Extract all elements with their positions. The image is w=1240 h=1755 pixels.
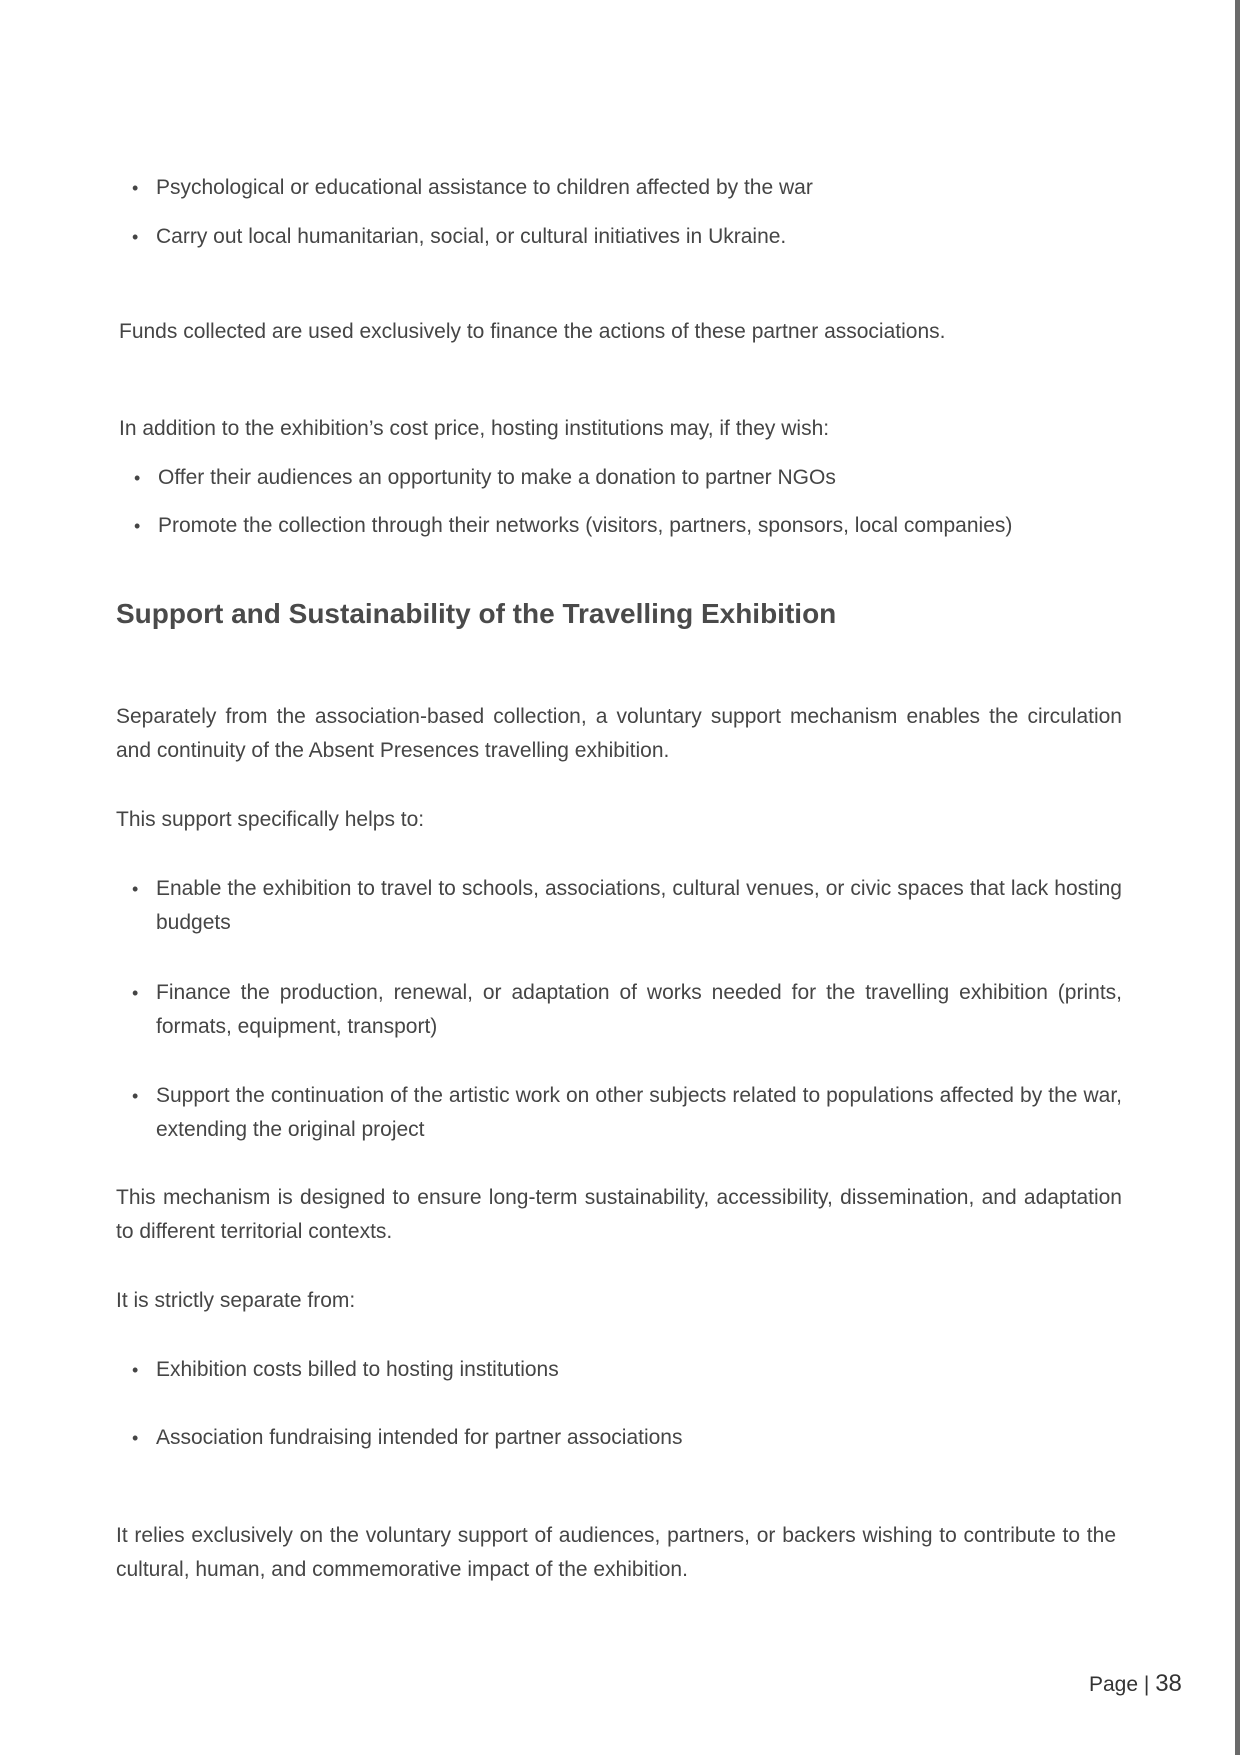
list-item: • Exhibition costs billed to hosting institutions — [156, 1353, 1122, 1387]
page-number-value: 38 — [1155, 1670, 1182, 1697]
list-item: • Enable the exhibition to travel to schools, associations, cultural venues, or civic spaces that lack hosting budgets — [156, 872, 1122, 940]
paragraph: It relies exclusively on the voluntary support of audiences, partners, or backers wishing to contribute to the cultural, human, and commemorative impact of the exhibition. — [116, 1524, 1116, 1581]
addition-intro: In addition to the exhibition’s cost price, hosting institutions may, if they wish: — [119, 417, 830, 440]
list-item: • Support the continuation of the artistic work on other subjects related to populations affected by the war, extending the original project — [156, 1079, 1122, 1147]
list-item: • Promote the collection through their networks (visitors, partners, sponsors, local companies) — [158, 509, 1124, 543]
paragraph: This mechanism is designed to ensure long-term sustainability, accessibility, dissemination, and adaptation to different territorial contexts. — [116, 1186, 1122, 1243]
page-number — [1089, 1670, 1182, 1698]
page-edge — [1235, 0, 1240, 1755]
list-item: • Association fundraising intended for partner associations — [156, 1421, 1122, 1455]
separate-intro: It is strictly separate from: — [116, 1289, 356, 1312]
funds-paragraph: Funds collected are used exclusively to finance the actions of these partner associations. — [119, 320, 946, 343]
list-item: • Offer their audiences an opportunity to make a donation to partner NGOs — [158, 461, 1124, 495]
section-heading: Support and Sustainability of the Travelling Exhibition — [116, 598, 837, 629]
page-label: Page | — [1089, 1673, 1150, 1696]
list-item: • Finance the production, renewal, or adaptation of works needed for the travelling exhibition (prints, formats, equipment, transport) — [156, 976, 1122, 1044]
paragraph: Separately from the association-based collection, a voluntary support mechanism enables the circulation and continuity of the Absent Presences travelling exhibition. — [116, 705, 1122, 762]
list-item: • Psychological or educational assistance to children affected by the war — [156, 171, 1122, 205]
support-intro: This support specifically helps to: — [116, 808, 425, 831]
list-item: • Carry out local humanitarian, social, or cultural initiatives in Ukraine. — [156, 220, 1122, 254]
